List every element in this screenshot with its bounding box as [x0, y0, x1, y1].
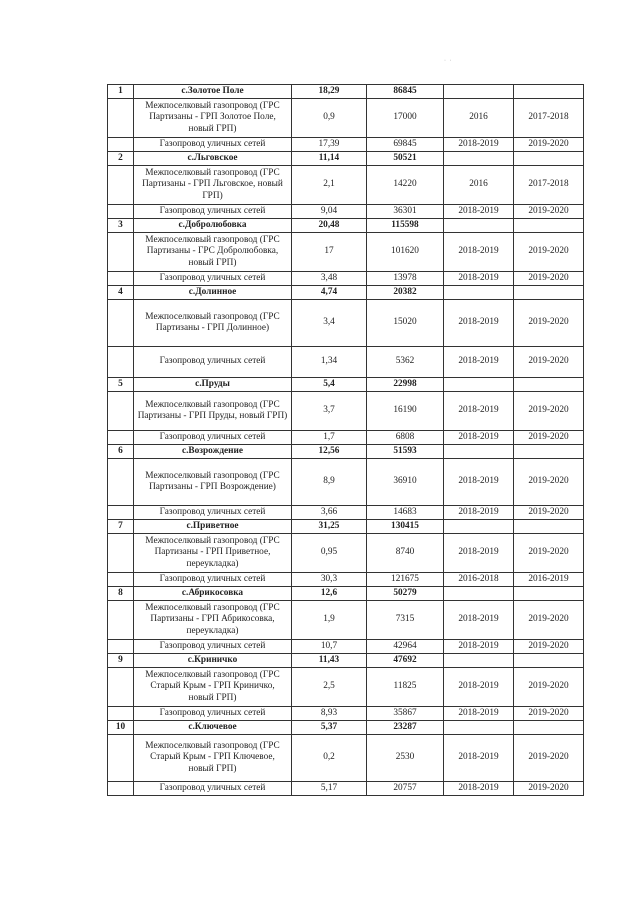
work-description: Межпоселковый газопровод (ГРС Партизаны - ГРП Возрождение) — [134, 459, 292, 506]
construction-years: 2019-2020 — [514, 640, 584, 654]
village-cost: 23287 — [367, 721, 444, 735]
row-number-empty — [108, 735, 134, 782]
village-row — [108, 286, 584, 300]
design-years: 2018-2019 — [444, 300, 514, 347]
work-cost: 5362 — [367, 347, 444, 378]
work-description: Газопровод уличных сетей — [134, 272, 292, 286]
construction-years: 2019-2020 — [514, 233, 584, 272]
work-description: Газопровод уличных сетей — [134, 506, 292, 520]
street-network-row — [108, 707, 584, 721]
intervillage-pipeline-row — [108, 459, 584, 506]
work-description: Газопровод уличных сетей — [134, 640, 292, 654]
village-year-end — [514, 587, 584, 601]
village-length: 12,6 — [292, 587, 367, 601]
table-body — [108, 85, 584, 796]
work-length: 9,04 — [292, 205, 367, 219]
row-number-empty — [108, 707, 134, 721]
design-years: 2018-2019 — [444, 138, 514, 152]
design-years: 2018-2019 — [444, 347, 514, 378]
work-cost: 36910 — [367, 459, 444, 506]
construction-years: 2019-2020 — [514, 347, 584, 378]
design-years: 2018-2019 — [444, 233, 514, 272]
village-number: 1 — [108, 85, 134, 99]
work-length: 0,9 — [292, 99, 367, 138]
construction-years: 2019-2020 — [514, 272, 584, 286]
construction-years: 2019-2020 — [514, 459, 584, 506]
work-cost: 42964 — [367, 640, 444, 654]
construction-years: 2017-2018 — [514, 99, 584, 138]
village-year-start — [444, 286, 514, 300]
village-year-end — [514, 286, 584, 300]
village-year-end — [514, 445, 584, 459]
work-description: Газопровод уличных сетей — [134, 138, 292, 152]
village-number: 3 — [108, 219, 134, 233]
row-number-empty — [108, 640, 134, 654]
village-cost: 115598 — [367, 219, 444, 233]
village-name: с.Льговское — [134, 152, 292, 166]
work-cost: 13978 — [367, 272, 444, 286]
row-number-empty — [108, 601, 134, 640]
intervillage-pipeline-row — [108, 735, 584, 782]
village-number: 5 — [108, 378, 134, 392]
village-row — [108, 85, 584, 99]
row-number-empty — [108, 347, 134, 378]
row-number-empty — [108, 668, 134, 707]
work-length: 8,9 — [292, 459, 367, 506]
work-cost: 2530 — [367, 735, 444, 782]
village-length: 31,25 — [292, 520, 367, 534]
village-name: с.Абрикосовка — [134, 587, 292, 601]
work-description: Межпоселковый газопровод (ГРС Партизаны - ГРП Пруды, новый ГРП) — [134, 392, 292, 431]
village-name: с.Приветное — [134, 520, 292, 534]
village-row — [108, 219, 584, 233]
row-number-empty — [108, 392, 134, 431]
work-description: Межпоселковый газопровод (ГРС Партизаны - ГРС Добролюбовка, новый ГРП) — [134, 233, 292, 272]
work-cost: 15020 — [367, 300, 444, 347]
village-row — [108, 654, 584, 668]
village-year-start — [444, 152, 514, 166]
intervillage-pipeline-row — [108, 601, 584, 640]
village-name: с.Криничко — [134, 654, 292, 668]
construction-years: 2019-2020 — [514, 707, 584, 721]
village-number: 8 — [108, 587, 134, 601]
row-number-empty — [108, 534, 134, 573]
design-years: 2016-2018 — [444, 573, 514, 587]
village-number: 4 — [108, 286, 134, 300]
scan-mark: · · — [444, 58, 453, 64]
work-length: 1,34 — [292, 347, 367, 378]
work-length: 0,95 — [292, 534, 367, 573]
construction-years: 2019-2020 — [514, 392, 584, 431]
village-year-end — [514, 721, 584, 735]
village-year-start — [444, 445, 514, 459]
village-year-end — [514, 520, 584, 534]
design-years: 2018-2019 — [444, 506, 514, 520]
row-number-empty — [108, 233, 134, 272]
village-name: с.Долинное — [134, 286, 292, 300]
work-length: 3,48 — [292, 272, 367, 286]
design-years: 2018-2019 — [444, 392, 514, 431]
work-description: Газопровод уличных сетей — [134, 347, 292, 378]
work-length: 0,2 — [292, 735, 367, 782]
construction-years: 2019-2020 — [514, 668, 584, 707]
work-description: Межпоселковый газопровод (ГРС Партизаны - ГРП Приветное, переукладка) — [134, 534, 292, 573]
street-network-row — [108, 573, 584, 587]
village-year-end — [514, 219, 584, 233]
village-number: 6 — [108, 445, 134, 459]
work-cost: 36301 — [367, 205, 444, 219]
village-length: 20,48 — [292, 219, 367, 233]
village-row — [108, 445, 584, 459]
row-number-empty — [108, 573, 134, 587]
design-years: 2018-2019 — [444, 640, 514, 654]
village-year-end — [514, 378, 584, 392]
construction-years: 2019-2020 — [514, 300, 584, 347]
intervillage-pipeline-row — [108, 166, 584, 205]
village-cost: 51593 — [367, 445, 444, 459]
gas-pipeline-schedule-table — [107, 84, 584, 796]
work-cost: 14220 — [367, 166, 444, 205]
row-number-empty — [108, 205, 134, 219]
village-year-start — [444, 587, 514, 601]
village-number: 2 — [108, 152, 134, 166]
village-number: 9 — [108, 654, 134, 668]
village-year-start — [444, 219, 514, 233]
village-length: 5,37 — [292, 721, 367, 735]
village-row — [108, 587, 584, 601]
work-length: 3,7 — [292, 392, 367, 431]
street-network-row — [108, 640, 584, 654]
design-years: 2018-2019 — [444, 735, 514, 782]
work-description: Межпоселковый газопровод (ГРС Старый Крым - ГРП Ключевое, новый ГРП) — [134, 735, 292, 782]
work-length: 1,7 — [292, 431, 367, 445]
village-year-start — [444, 654, 514, 668]
work-cost: 121675 — [367, 573, 444, 587]
row-number-empty — [108, 431, 134, 445]
construction-years: 2019-2020 — [514, 601, 584, 640]
construction-years: 2019-2020 — [514, 735, 584, 782]
street-network-row — [108, 272, 584, 286]
intervillage-pipeline-row — [108, 668, 584, 707]
work-cost: 35867 — [367, 707, 444, 721]
village-row — [108, 721, 584, 735]
construction-years: 2016-2019 — [514, 573, 584, 587]
work-description: Газопровод уличных сетей — [134, 205, 292, 219]
village-year-end — [514, 654, 584, 668]
row-number-empty — [108, 272, 134, 286]
work-description: Межпоселковый газопровод (ГРС Старый Крым - ГРП Криничко, новый ГРП) — [134, 668, 292, 707]
row-number-empty — [108, 459, 134, 506]
work-cost: 6808 — [367, 431, 444, 445]
work-length: 17,39 — [292, 138, 367, 152]
design-years: 2018-2019 — [444, 668, 514, 707]
village-year-start — [444, 378, 514, 392]
village-year-start — [444, 520, 514, 534]
design-years: 2018-2019 — [444, 782, 514, 796]
work-cost: 7315 — [367, 601, 444, 640]
village-cost: 130415 — [367, 520, 444, 534]
construction-years: 2019-2020 — [514, 506, 584, 520]
village-year-end — [514, 85, 584, 99]
row-number-empty — [108, 138, 134, 152]
village-cost: 22998 — [367, 378, 444, 392]
village-number: 7 — [108, 520, 134, 534]
construction-years: 2019-2020 — [514, 534, 584, 573]
work-length: 30,3 — [292, 573, 367, 587]
work-cost: 11825 — [367, 668, 444, 707]
village-number: 10 — [108, 721, 134, 735]
village-name: с.Пруды — [134, 378, 292, 392]
village-name: с.Добролюбовка — [134, 219, 292, 233]
village-cost: 50279 — [367, 587, 444, 601]
intervillage-pipeline-row — [108, 534, 584, 573]
intervillage-pipeline-row — [108, 300, 584, 347]
work-cost: 14683 — [367, 506, 444, 520]
street-network-row — [108, 138, 584, 152]
village-cost: 20382 — [367, 286, 444, 300]
work-length: 2,1 — [292, 166, 367, 205]
village-length: 4,74 — [292, 286, 367, 300]
construction-years: 2019-2020 — [514, 431, 584, 445]
row-number-empty — [108, 99, 134, 138]
village-length: 11,43 — [292, 654, 367, 668]
design-years: 2018-2019 — [444, 601, 514, 640]
design-years: 2018-2019 — [444, 459, 514, 506]
work-length: 1,9 — [292, 601, 367, 640]
village-name: с.Возрождение — [134, 445, 292, 459]
work-length: 5,17 — [292, 782, 367, 796]
village-length: 12,56 — [292, 445, 367, 459]
design-years: 2018-2019 — [444, 707, 514, 721]
village-row — [108, 152, 584, 166]
street-network-row — [108, 347, 584, 378]
work-description: Межпоселковый газопровод (ГРС Партизаны - ГРП Долинное) — [134, 300, 292, 347]
work-length: 17 — [292, 233, 367, 272]
intervillage-pipeline-row — [108, 99, 584, 138]
work-length: 3,66 — [292, 506, 367, 520]
village-name: с.Золотое Поле — [134, 85, 292, 99]
work-description: Газопровод уличных сетей — [134, 573, 292, 587]
design-years: 2018-2019 — [444, 205, 514, 219]
village-year-start — [444, 721, 514, 735]
village-cost: 86845 — [367, 85, 444, 99]
construction-years: 2019-2020 — [514, 205, 584, 219]
street-network-row — [108, 205, 584, 219]
row-number-empty — [108, 300, 134, 347]
construction-years: 2019-2020 — [514, 782, 584, 796]
work-description: Межпоселковый газопровод (ГРС Партизаны - ГРП Абрикосовка, переукладка) — [134, 601, 292, 640]
work-description: Межпоселковый газопровод (ГРС Партизаны - ГРП Льговское, новый ГРП) — [134, 166, 292, 205]
work-length: 10,7 — [292, 640, 367, 654]
work-description: Межпоселковый газопровод (ГРС Партизаны - ГРП Золотое Поле, новый ГРП) — [134, 99, 292, 138]
village-name: с.Ключевое — [134, 721, 292, 735]
work-cost: 20757 — [367, 782, 444, 796]
work-cost: 16190 — [367, 392, 444, 431]
construction-years: 2019-2020 — [514, 138, 584, 152]
design-years: 2016 — [444, 99, 514, 138]
row-number-empty — [108, 782, 134, 796]
intervillage-pipeline-row — [108, 392, 584, 431]
village-length: 5,4 — [292, 378, 367, 392]
work-description: Газопровод уличных сетей — [134, 782, 292, 796]
work-cost: 8740 — [367, 534, 444, 573]
village-length: 18,29 — [292, 85, 367, 99]
design-years: 2018-2019 — [444, 272, 514, 286]
row-number-empty — [108, 506, 134, 520]
village-row — [108, 520, 584, 534]
work-description: Газопровод уличных сетей — [134, 707, 292, 721]
village-year-start — [444, 85, 514, 99]
work-description: Газопровод уличных сетей — [134, 431, 292, 445]
design-years: 2018-2019 — [444, 534, 514, 573]
street-network-row — [108, 506, 584, 520]
street-network-row — [108, 782, 584, 796]
construction-years: 2017-2018 — [514, 166, 584, 205]
work-cost: 101620 — [367, 233, 444, 272]
work-cost: 17000 — [367, 99, 444, 138]
work-length: 8,93 — [292, 707, 367, 721]
village-length: 11,14 — [292, 152, 367, 166]
design-years: 2016 — [444, 166, 514, 205]
work-length: 2,5 — [292, 668, 367, 707]
row-number-empty — [108, 166, 134, 205]
design-years: 2018-2019 — [444, 431, 514, 445]
village-row — [108, 378, 584, 392]
village-cost: 50521 — [367, 152, 444, 166]
work-cost: 69845 — [367, 138, 444, 152]
intervillage-pipeline-row — [108, 233, 584, 272]
village-cost: 47692 — [367, 654, 444, 668]
street-network-row — [108, 431, 584, 445]
village-year-end — [514, 152, 584, 166]
work-length: 3,4 — [292, 300, 367, 347]
